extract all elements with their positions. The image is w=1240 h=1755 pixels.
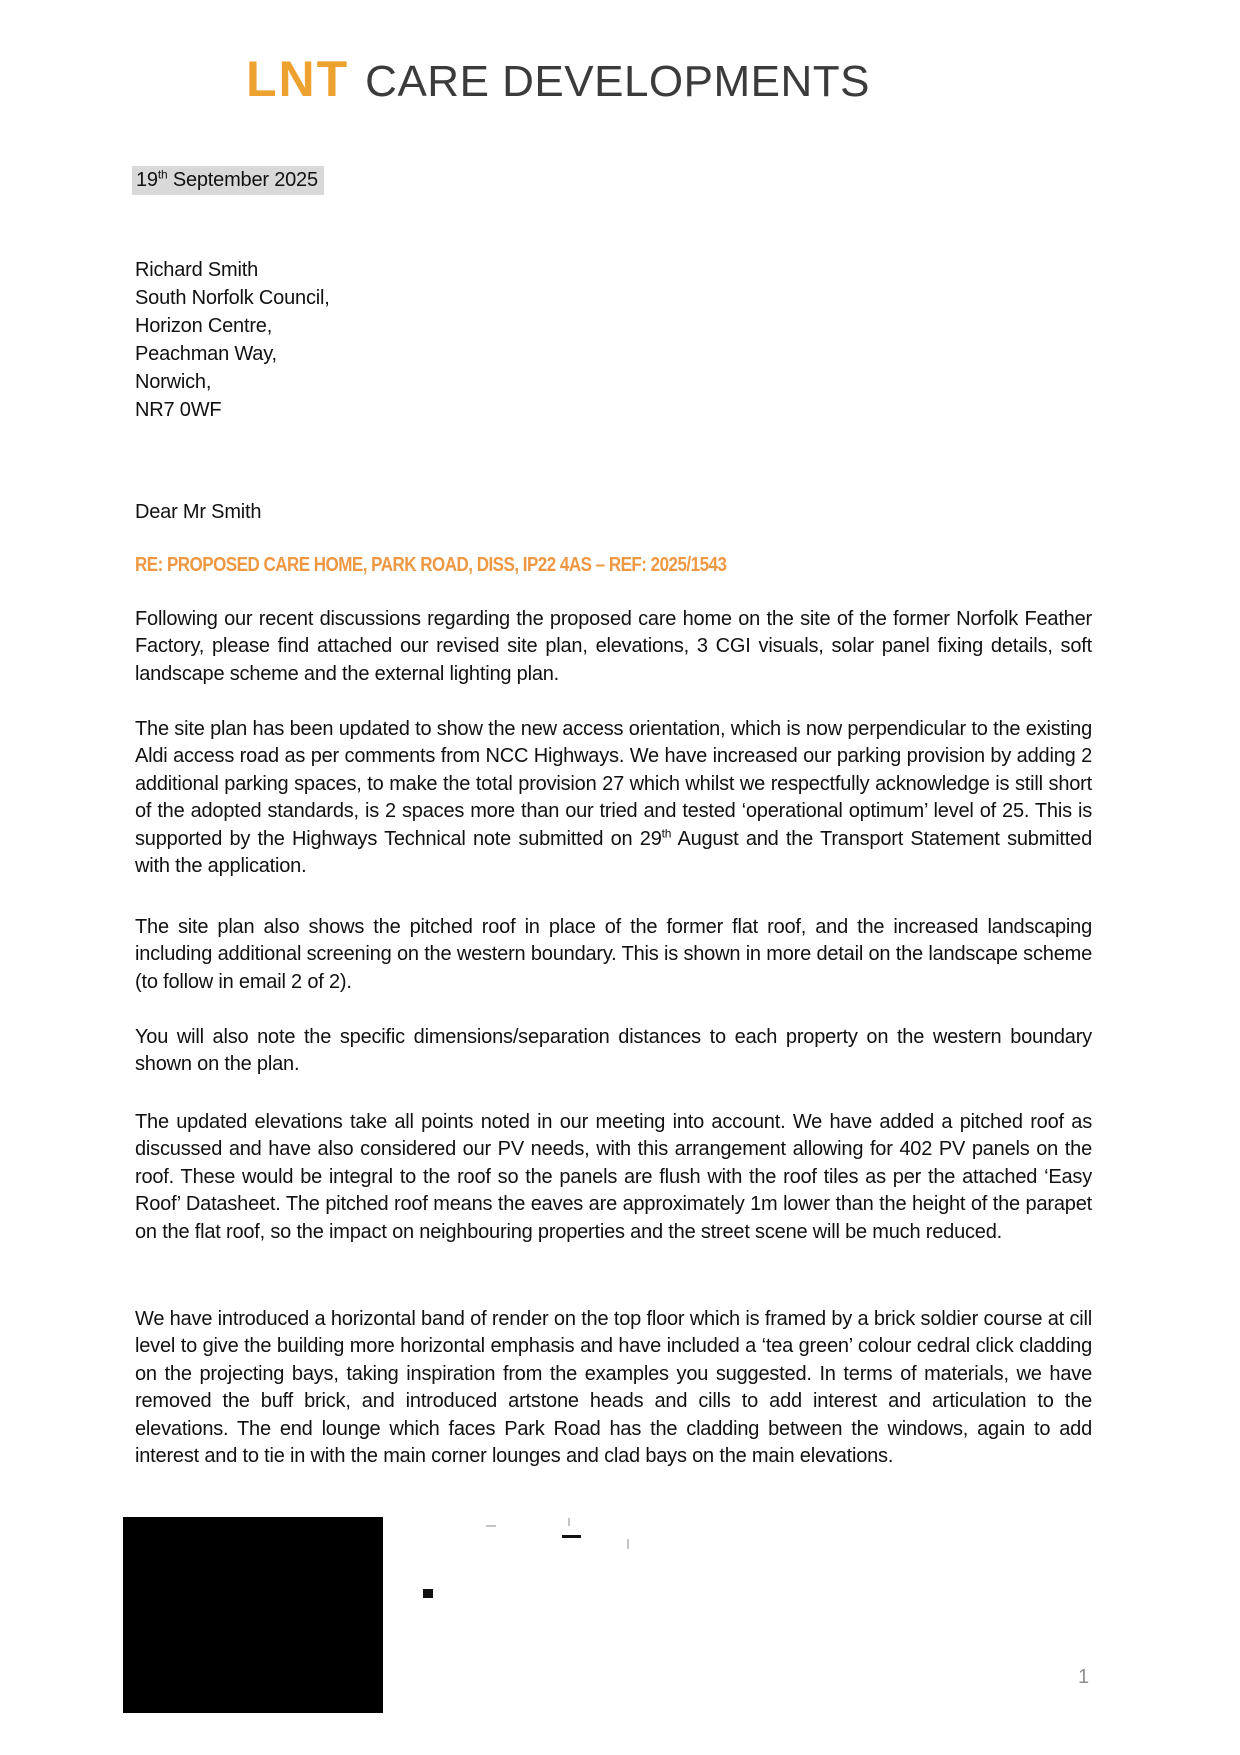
scan-artifact	[562, 1535, 581, 1538]
recipient-name: Richard Smith	[135, 259, 258, 281]
letterhead	[0, 50, 1178, 108]
body-paragraph-4: You will also note the specific dimensions/separation distances to each property on the western boundary shown on the plan.	[135, 1026, 1092, 1076]
recipient-address-line: Peachman Way,	[135, 343, 277, 365]
paragraph-2-text: August and the Transport Statement submitted with the application.	[135, 827, 1092, 878]
scan-artifact	[423, 1589, 433, 1598]
logo-wordmark: CARE DEVELOPMENTS	[365, 57, 871, 106]
recipient-address	[135, 256, 330, 424]
body-paragraph-5: The updated elevations take all points noted in our meeting into account. We have added a pitched roof as discussed and have also considered our PV needs, with this arrangement allowing for 402 PV panels on the roof. These would be integral to the roof so the panels are flush with the roof tiles as per the attached ‘Easy Roof’ Datasheet. The pitched roof means the eaves are approximately 1m lower than the height of the parapet on the flat roof, so the impact on neighbouring properties and the street scene will be much reduced.	[135, 1111, 1092, 1243]
scan-artifact	[486, 1525, 496, 1527]
recipient-city: Norwich,	[135, 371, 212, 393]
recipient-address-line: Horizon Centre,	[135, 315, 273, 337]
date-rest: September 2025	[167, 169, 318, 191]
body-paragraph-1: Following our recent discussions regarding the proposed care home on the site of the former Norfolk Feather Factory, please find attached our revised site plan, elevations, 3 CGI visuals, solar panel fixing details, soft landscape scheme and the external lighting plan.	[135, 608, 1092, 685]
body-paragraph-2	[135, 716, 1092, 880]
redacted-image-block	[123, 1517, 383, 1713]
body-paragraph-6: We have introduced a horizontal band of render on the top floor which is framed by a brick soldier course at cill level to give the building more horizontal emphasis and have included a ‘tea green’ colour cedral click cladding on the projecting bays, taking inspiration from the examples you suggested. In terms of materials, we have removed the buff brick, and introduced artstone heads and cills to add interest and articulation to the elevations. The end lounge which faces Park Road has the cladding between the windows, again to add interest and to tie in with the main corner lounges and clad bays on the main elevations.	[135, 1308, 1092, 1468]
salutation: Dear Mr Smith	[135, 501, 262, 523]
recipient-postcode: NR7 0WF	[135, 399, 222, 421]
lnt-logo: LNT	[245, 51, 350, 107]
scan-artifact	[568, 1518, 570, 1526]
subject-line: RE: PROPOSED CARE HOME, PARK ROAD, DISS, IP22 4AS – REF: 2025/1543	[135, 554, 727, 576]
recipient-org: South Norfolk Council,	[135, 287, 330, 309]
date-ordinal: th	[157, 167, 168, 182]
page-number: 1	[1078, 1666, 1090, 1688]
paragraph-2-ordinal: th	[661, 825, 672, 840]
letter-date	[132, 169, 324, 192]
scan-artifact	[627, 1539, 629, 1549]
body-paragraph-3: The site plan also shows the pitched roof in place of the former flat roof, and the increased landscaping including additional screening on the western boundary. This is shown in more detail on the landscape scheme (to follow in email 2 of 2).	[135, 916, 1092, 993]
date-highlight	[132, 166, 324, 195]
paragraph-2-text: The site plan has been updated to show the new access orientation, which is now perpendicular to the existing Aldi access road as per comments from NCC Highways. We have increased our parking provision by adding 2 additional parking spaces, to make the total provision 27 which whilst we respectfully acknowledge is still short of the adopted standards, is 2 spaces more than our tried and tested ‘operational optimum’ level of 25. This is supported by the Highways Technical note submitted on 29	[135, 718, 1092, 850]
date-day: 19	[136, 169, 158, 191]
